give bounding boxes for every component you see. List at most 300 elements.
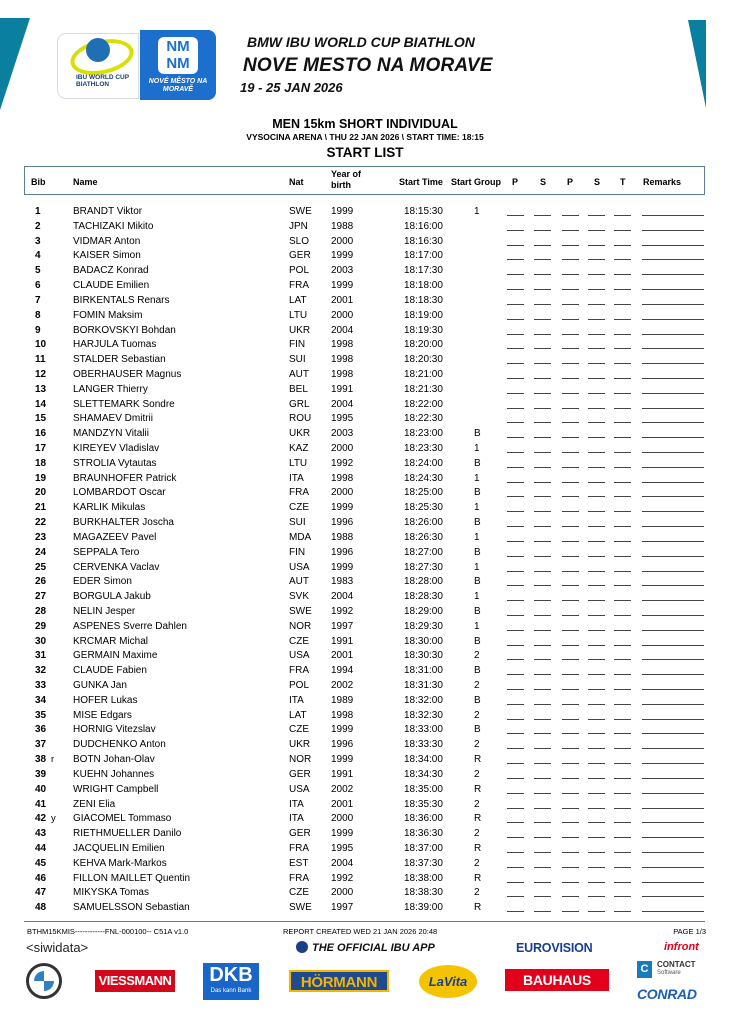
table-row (0, 324, 730, 339)
result-blank (614, 763, 631, 764)
bib-cell: 35 (35, 709, 47, 721)
start-group-cell: R (474, 872, 482, 884)
bib-cell: 8 (35, 309, 41, 321)
bib-cell: 2 (35, 220, 41, 232)
year-cell: 1991 (331, 383, 354, 395)
result-blank (562, 808, 579, 809)
remarks-blank (642, 867, 704, 868)
name-cell: GIACOMEL Tommaso (73, 813, 172, 825)
bib-cell: 42 (35, 813, 47, 825)
remarks-blank (642, 896, 704, 897)
result-blank (588, 882, 605, 883)
start-time-cell: 18:23:00 (404, 428, 443, 440)
result-blank (534, 911, 551, 912)
bib-cell: 24 (35, 546, 47, 558)
name-cell: ASPENES Sverre Dahlen (73, 620, 187, 632)
remarks-blank (642, 882, 704, 883)
nat-cell: KAZ (289, 443, 309, 454)
result-blank (614, 645, 631, 646)
name-cell: HARJULA Tuomas (73, 339, 157, 351)
result-blank (588, 437, 605, 438)
year-cell: 1999 (331, 502, 354, 514)
col-header-t: T (620, 177, 626, 187)
result-blank (588, 630, 605, 631)
logo-nm-mark: NM NM (158, 37, 198, 74)
result-blank (534, 289, 551, 290)
conrad-logo: CONRAD (637, 986, 697, 1002)
table-row (0, 605, 730, 620)
bib-cell: 22 (35, 517, 47, 529)
bauhaus-logo: BAUHAUS (505, 969, 609, 991)
result-blank (534, 482, 551, 483)
start-time-cell: 18:39:00 (404, 902, 443, 914)
bib-cell: 28 (35, 605, 47, 617)
name-cell: STALDER Sebastian (73, 354, 166, 366)
year-cell: 1996 (331, 517, 354, 529)
result-blank (507, 630, 524, 631)
result-blank (614, 437, 631, 438)
name-cell: SAMUELSSON Sebastian (73, 902, 190, 914)
result-blank (614, 556, 631, 557)
result-blank (507, 319, 524, 320)
table-row (0, 279, 730, 294)
bib-cell: 38 (35, 754, 47, 766)
year-cell: 1991 (331, 635, 354, 647)
table-row (0, 827, 730, 842)
table-row (0, 664, 730, 679)
result-blank (614, 600, 631, 601)
result-blank (588, 259, 605, 260)
result-blank (614, 289, 631, 290)
remarks-blank (642, 393, 704, 394)
result-blank (588, 645, 605, 646)
result-blank (534, 393, 551, 394)
result-blank (562, 541, 579, 542)
start-time-cell: 18:20:00 (404, 339, 443, 351)
year-cell: 2003 (331, 428, 354, 440)
start-time-cell: 18:22:00 (404, 398, 443, 410)
remarks-blank (642, 911, 704, 912)
result-blank (562, 852, 579, 853)
remarks-blank (642, 793, 704, 794)
bib-cell: 30 (35, 635, 47, 647)
siwidata-logo: <siwidata> (26, 940, 89, 955)
name-cell: BIRKENTALS Renars (73, 294, 170, 306)
nat-cell: AUT (289, 368, 309, 380)
name-cell: CERVENKA Vaclav (73, 561, 160, 573)
result-blank (534, 319, 551, 320)
result-blank (588, 852, 605, 853)
result-blank (614, 837, 631, 838)
table-row (0, 546, 730, 561)
table-row (0, 561, 730, 576)
col-header-s1: S (540, 177, 547, 187)
nat-cell: SVK (289, 591, 310, 603)
result-blank (614, 245, 631, 246)
bib-cell: 39 (35, 768, 47, 780)
result-blank (562, 674, 579, 675)
result-blank (562, 363, 579, 364)
start-time-cell: 18:38:30 (404, 887, 443, 899)
result-blank (588, 408, 605, 409)
result-blank (614, 822, 631, 823)
result-blank (507, 378, 524, 379)
page-number: PAGE 1/3 (673, 927, 706, 936)
year-cell: 1999 (331, 828, 354, 840)
result-blank (534, 615, 551, 616)
name-cell: SHAMAEV Dmitrii (73, 413, 154, 425)
result-blank (507, 363, 524, 364)
result-blank (534, 496, 551, 497)
logo-globe-icon (86, 38, 110, 62)
contact-logo-text: CONTACT (657, 960, 696, 969)
start-time-cell: 18:31:30 (404, 680, 443, 691)
result-blank (507, 289, 524, 290)
result-blank (534, 541, 551, 542)
start-group-cell: 2 (474, 768, 480, 780)
result-blank (534, 467, 551, 468)
result-blank (534, 334, 551, 335)
table-row (0, 368, 730, 383)
dkb-tagline: Das kann Bank (210, 988, 252, 994)
result-blank (562, 645, 579, 646)
start-group-cell: R (474, 842, 482, 854)
year-cell: 1983 (331, 576, 354, 588)
name-cell: HORNIG Vitezslav (73, 724, 156, 736)
remarks-blank (642, 526, 704, 527)
col-header-bib: Bib (31, 177, 46, 187)
result-blank (534, 793, 551, 794)
result-blank (507, 467, 524, 468)
result-blank (534, 719, 551, 720)
result-blank (534, 378, 551, 379)
name-cell: GERMAIN Maxime (73, 650, 158, 662)
result-blank (614, 571, 631, 572)
name-cell: LOMBARDOT Oscar (73, 487, 166, 499)
remarks-blank (642, 659, 704, 660)
logo-nm-text: NOVÉ MĚSTO NA MORAVĚ (148, 78, 208, 93)
result-blank (562, 896, 579, 897)
result-blank (534, 867, 551, 868)
result-blank (507, 526, 524, 527)
hormann-logo: HÖRMANN (289, 970, 389, 992)
bib-cell: 41 (35, 798, 47, 810)
col-header-start-time: Start Time (399, 177, 443, 187)
nat-cell: LTU (289, 309, 308, 321)
remarks-blank (642, 230, 704, 231)
result-blank (534, 630, 551, 631)
remarks-blank (642, 822, 704, 823)
result-blank (588, 659, 605, 660)
result-blank (534, 808, 551, 809)
result-blank (562, 704, 579, 705)
result-blank (588, 674, 605, 675)
table-row (0, 679, 730, 694)
result-blank (614, 363, 631, 364)
result-blank (588, 289, 605, 290)
result-blank (614, 259, 631, 260)
col-header-name: Name (73, 177, 98, 187)
bib-cell: 15 (35, 413, 47, 425)
result-blank (614, 882, 631, 883)
table-row (0, 457, 730, 472)
result-blank (614, 615, 631, 616)
year-cell: 2001 (331, 650, 354, 662)
result-blank (588, 363, 605, 364)
result-blank (507, 896, 524, 897)
nat-cell: USA (289, 783, 310, 795)
result-blank (562, 778, 579, 779)
nat-cell: ROU (289, 413, 312, 425)
start-time-cell: 18:26:00 (404, 517, 443, 529)
year-cell: 1988 (331, 220, 354, 232)
nat-cell: SWE (289, 206, 312, 217)
result-blank (507, 719, 524, 720)
result-blank (562, 882, 579, 883)
result-blank (588, 378, 605, 379)
remarks-blank (642, 585, 704, 586)
result-blank (588, 348, 605, 349)
race-info: VYSOCINA ARENA \ THU 22 JAN 2026 \ START TIME: 18:15 (246, 132, 484, 142)
year-cell: 1998 (331, 472, 354, 484)
year-cell: 2004 (331, 857, 354, 869)
start-group-cell: B (474, 665, 481, 677)
result-blank (562, 526, 579, 527)
nat-cell: CZE (289, 724, 309, 736)
name-cell: BORKOVSKYI Bohdan (73, 324, 176, 336)
report-created: REPORT CREATED WED 21 JAN 2026 20:48 (283, 927, 438, 936)
result-blank (562, 867, 579, 868)
table-row (0, 338, 730, 353)
result-blank (614, 482, 631, 483)
result-blank (614, 422, 631, 423)
result-blank (614, 541, 631, 542)
result-blank (507, 822, 524, 823)
result-blank (562, 585, 579, 586)
start-group-cell: 2 (474, 739, 480, 751)
nat-cell: ITA (289, 813, 304, 825)
result-blank (534, 274, 551, 275)
start-time-cell: 18:32:00 (404, 694, 443, 706)
start-time-cell: 18:38:00 (404, 872, 443, 884)
result-blank (507, 259, 524, 260)
result-blank (588, 511, 605, 512)
result-blank (614, 630, 631, 631)
result-blank (614, 704, 631, 705)
year-cell: 2004 (331, 398, 354, 410)
event-dates: 19 - 25 JAN 2026 (240, 80, 343, 95)
result-blank (562, 748, 579, 749)
result-blank (534, 526, 551, 527)
start-time-cell: 18:33:30 (404, 739, 443, 751)
table-row (0, 309, 730, 324)
year-cell: 1996 (331, 739, 354, 751)
name-cell: BRAUNHOFER Patrick (73, 472, 177, 484)
start-time-cell: 18:17:30 (404, 265, 443, 277)
bib-cell: 11 (35, 354, 46, 366)
bib-cell: 1 (35, 206, 41, 217)
table-row (0, 486, 730, 501)
result-blank (588, 571, 605, 572)
name-cell: NELIN Jesper (73, 605, 136, 617)
result-blank (588, 556, 605, 557)
result-blank (588, 526, 605, 527)
remarks-blank (642, 334, 704, 335)
table-row (0, 398, 730, 413)
result-blank (562, 393, 579, 394)
remarks-blank (642, 837, 704, 838)
year-cell: 1991 (331, 768, 354, 780)
name-cell: MANDZYN Vitalii (73, 428, 149, 440)
start-time-cell: 18:24:00 (404, 457, 443, 469)
start-time-cell: 18:23:30 (404, 443, 443, 454)
start-time-cell: 18:27:00 (404, 546, 443, 558)
bib-cell: 45 (35, 857, 47, 869)
remarks-blank (642, 304, 704, 305)
bib-cell: 23 (35, 531, 47, 543)
result-blank (588, 541, 605, 542)
start-group-cell: 1 (474, 206, 480, 217)
infront-logo: infront (664, 941, 699, 953)
name-cell: JACQUELIN Emilien (73, 842, 165, 854)
flag-cell: y (51, 813, 56, 825)
bib-cell: 4 (35, 250, 41, 262)
table-row (0, 383, 730, 398)
result-blank (588, 867, 605, 868)
result-blank (614, 230, 631, 231)
result-blank (588, 778, 605, 779)
table-row (0, 249, 730, 264)
start-group-cell: 2 (474, 798, 480, 810)
dkb-logo (203, 963, 259, 1000)
result-blank (534, 304, 551, 305)
nat-cell: AUT (289, 576, 309, 588)
remarks-blank (642, 719, 704, 720)
start-time-cell: 18:30:30 (404, 650, 443, 662)
nat-cell: CZE (289, 502, 309, 514)
result-blank (614, 393, 631, 394)
nat-cell: ITA (289, 472, 304, 484)
start-group-cell: B (474, 605, 481, 617)
result-blank (588, 452, 605, 453)
remarks-blank (642, 674, 704, 675)
table-row (0, 205, 730, 220)
result-blank (562, 289, 579, 290)
result-blank (562, 452, 579, 453)
name-cell: STROLIA Vytautas (73, 457, 157, 469)
start-time-cell: 18:34:00 (404, 754, 443, 766)
nat-cell: SWE (289, 605, 312, 617)
viessmann-logo: VIESSMANN (95, 970, 175, 992)
result-blank (588, 763, 605, 764)
result-blank (588, 319, 605, 320)
name-cell: DUDCHENKO Anton (73, 739, 166, 751)
remarks-blank (642, 733, 704, 734)
result-blank (534, 763, 551, 764)
result-blank (507, 408, 524, 409)
name-cell: MIKYSKA Tomas (73, 887, 149, 899)
result-blank (534, 852, 551, 853)
nat-cell: FIN (289, 339, 306, 351)
lavita-logo: LaVita (419, 965, 477, 998)
result-blank (614, 215, 631, 216)
remarks-blank (642, 704, 704, 705)
result-blank (507, 837, 524, 838)
result-blank (562, 719, 579, 720)
table-row (0, 723, 730, 738)
result-blank (562, 304, 579, 305)
name-cell: BURKHALTER Joscha (73, 517, 174, 529)
start-group-cell: 1 (474, 620, 480, 632)
nat-cell: USA (289, 650, 310, 662)
result-blank (614, 867, 631, 868)
bib-cell: 44 (35, 842, 47, 854)
result-blank (507, 793, 524, 794)
start-time-cell: 18:18:00 (404, 280, 443, 292)
result-blank (614, 348, 631, 349)
name-cell: BOTN Johan-Olav (73, 754, 155, 766)
start-group-cell: 2 (474, 828, 480, 840)
result-blank (507, 230, 524, 231)
bib-cell: 37 (35, 739, 47, 751)
remarks-blank (642, 215, 704, 216)
result-blank (562, 659, 579, 660)
start-time-cell: 18:32:30 (404, 709, 443, 721)
bib-cell: 16 (35, 428, 47, 440)
start-time-cell: 18:36:00 (404, 813, 443, 825)
year-cell: 1989 (331, 694, 354, 706)
result-blank (507, 496, 524, 497)
result-blank (614, 911, 631, 912)
result-blank (562, 334, 579, 335)
result-blank (562, 437, 579, 438)
result-blank (534, 733, 551, 734)
remarks-blank (642, 408, 704, 409)
nat-cell: LAT (289, 709, 307, 721)
remarks-blank (642, 748, 704, 749)
remarks-blank (642, 437, 704, 438)
result-blank (614, 408, 631, 409)
result-blank (534, 748, 551, 749)
remarks-blank (642, 615, 704, 616)
result-blank (588, 733, 605, 734)
name-cell: KUEHN Johannes (73, 768, 155, 780)
start-time-cell: 18:35:30 (404, 798, 443, 810)
result-blank (534, 556, 551, 557)
remarks-blank (642, 319, 704, 320)
remarks-blank (642, 630, 704, 631)
start-group-cell: 1 (474, 472, 480, 484)
start-group-cell: B (474, 457, 481, 469)
nat-cell: CZE (289, 635, 309, 647)
bmw-logo (26, 963, 62, 999)
result-blank (534, 363, 551, 364)
result-blank (562, 837, 579, 838)
result-blank (588, 600, 605, 601)
result-blank (562, 274, 579, 275)
result-blank (562, 378, 579, 379)
start-time-cell: 18:29:30 (404, 620, 443, 632)
year-cell: 2004 (331, 324, 354, 336)
start-time-cell: 18:31:00 (404, 665, 443, 677)
result-blank (507, 852, 524, 853)
start-group-cell: B (474, 576, 481, 588)
start-time-cell: 18:35:00 (404, 783, 443, 795)
start-group-cell: 1 (474, 502, 480, 514)
result-blank (507, 304, 524, 305)
nat-cell: FRA (289, 872, 309, 884)
result-blank (562, 763, 579, 764)
